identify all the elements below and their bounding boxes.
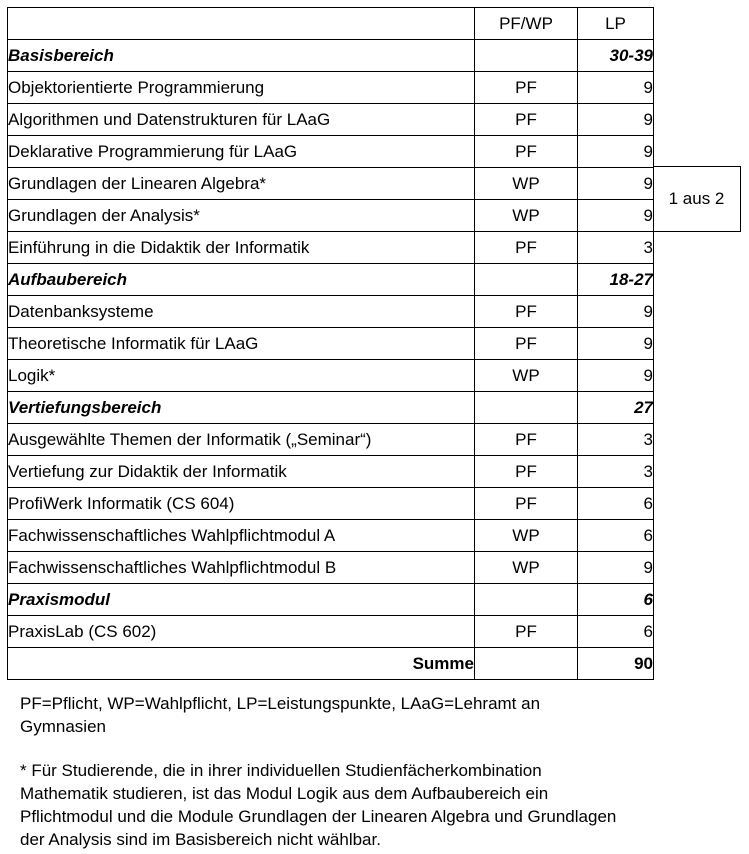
table-row xyxy=(8,168,654,200)
module-type: PF xyxy=(475,296,578,328)
module-type: PF xyxy=(475,456,578,488)
module-type: PF xyxy=(475,328,578,360)
section-lp: 18-27 xyxy=(578,264,654,296)
module-name: Grundlagen der Linearen Algebra* xyxy=(8,168,475,200)
module-name: Objektorientierte Programmierung xyxy=(8,72,475,104)
module-type xyxy=(475,392,578,424)
table-row xyxy=(8,424,654,456)
section-row xyxy=(8,392,654,424)
module-table xyxy=(7,7,654,680)
section-row xyxy=(8,584,654,616)
table-row xyxy=(8,520,654,552)
section-lp: 30-39 xyxy=(578,40,654,72)
module-type: WP xyxy=(475,360,578,392)
module-lp: 3 xyxy=(578,456,654,488)
table-row xyxy=(8,328,654,360)
module-name: Grundlagen der Analysis* xyxy=(8,200,475,232)
module-lp: 9 xyxy=(578,104,654,136)
module-lp: 6 xyxy=(578,520,654,552)
section-lp: 27 xyxy=(578,392,654,424)
sum-row xyxy=(8,648,654,680)
table-row xyxy=(8,136,654,168)
table-row xyxy=(8,360,654,392)
section-label: Basisbereich xyxy=(8,40,475,72)
module-name: Deklarative Programmierung für LAaG xyxy=(8,136,475,168)
module-type: PF xyxy=(475,616,578,648)
table-row xyxy=(8,488,654,520)
module-type: WP xyxy=(475,200,578,232)
module-lp: 9 xyxy=(578,200,654,232)
module-type: WP xyxy=(475,552,578,584)
module-lp: 9 xyxy=(578,136,654,168)
module-name: Vertiefung zur Didaktik der Informatik xyxy=(8,456,475,488)
header-pf-wp: PF/WP xyxy=(475,8,578,40)
module-type: WP xyxy=(475,520,578,552)
table-row xyxy=(8,456,654,488)
module-name: Logik* xyxy=(8,360,475,392)
module-lp: 9 xyxy=(578,328,654,360)
table-row xyxy=(8,296,654,328)
module-type: PF xyxy=(475,136,578,168)
choice-note: 1 aus 2 xyxy=(653,166,741,232)
module-name: Einführung in die Didaktik der Informatik xyxy=(8,232,475,264)
module-name: ProfiWerk Informatik (CS 604) xyxy=(8,488,475,520)
sum-type-cell xyxy=(475,648,578,680)
legend-text: PF=Pflicht, WP=Wahlpflicht, LP=Leistungspunkte, LAaG=Lehramt an Gymnasien xyxy=(20,694,541,736)
module-lp: 9 xyxy=(578,552,654,584)
module-lp: 9 xyxy=(578,360,654,392)
section-lp: 6 xyxy=(578,584,654,616)
module-type: WP xyxy=(475,168,578,200)
table-row xyxy=(8,104,654,136)
section-label: Vertiefungsbereich xyxy=(8,392,475,424)
module-name: Ausgewählte Themen der Informatik („Seminar“) xyxy=(8,424,475,456)
header-module xyxy=(8,8,475,40)
module-lp: 6 xyxy=(578,616,654,648)
module-name: PraxisLab (CS 602) xyxy=(8,616,475,648)
table-row xyxy=(8,616,654,648)
module-name: Fachwissenschaftliches Wahlpflichtmodul B xyxy=(8,552,475,584)
table-header-row xyxy=(8,8,654,40)
module-name: Fachwissenschaftliches Wahlpflichtmodul A xyxy=(8,520,475,552)
module-type: PF xyxy=(475,424,578,456)
sum-value: 90 xyxy=(578,648,654,680)
table-row xyxy=(8,200,654,232)
module-lp: 3 xyxy=(578,232,654,264)
sum-label: Summe xyxy=(8,648,475,680)
module-lp: 9 xyxy=(578,296,654,328)
section-row xyxy=(8,40,654,72)
module-name: Theoretische Informatik für LAaG xyxy=(8,328,475,360)
module-lp: 3 xyxy=(578,424,654,456)
module-type xyxy=(475,584,578,616)
module-name: Datenbanksysteme xyxy=(8,296,475,328)
footnote-text: * Für Studierende, die in ihrer individuellen Studienfächerkombination Mathematik studieren, ist das Modul Logik aus dem Aufbaubereich ein Pflichtmodul und die Module Grundlagen der Linearen Algebra und Grundlagen der Analysis sind im Basisbereich nicht wählbar. xyxy=(20,761,617,849)
module-type xyxy=(475,40,578,72)
section-row xyxy=(8,264,654,296)
table-row xyxy=(8,232,654,264)
module-type: PF xyxy=(475,232,578,264)
module-type xyxy=(475,264,578,296)
module-lp: 9 xyxy=(578,168,654,200)
section-label: Praxismodul xyxy=(8,584,475,616)
module-type: PF xyxy=(475,104,578,136)
module-lp: 9 xyxy=(578,72,654,104)
header-lp: LP xyxy=(578,8,654,40)
table-row xyxy=(8,552,654,584)
table-row xyxy=(8,72,654,104)
module-type: PF xyxy=(475,72,578,104)
section-label: Aufbaubereich xyxy=(8,264,475,296)
module-lp: 6 xyxy=(578,488,654,520)
module-type: PF xyxy=(475,488,578,520)
module-name: Algorithmen und Datenstrukturen für LAaG xyxy=(8,104,475,136)
